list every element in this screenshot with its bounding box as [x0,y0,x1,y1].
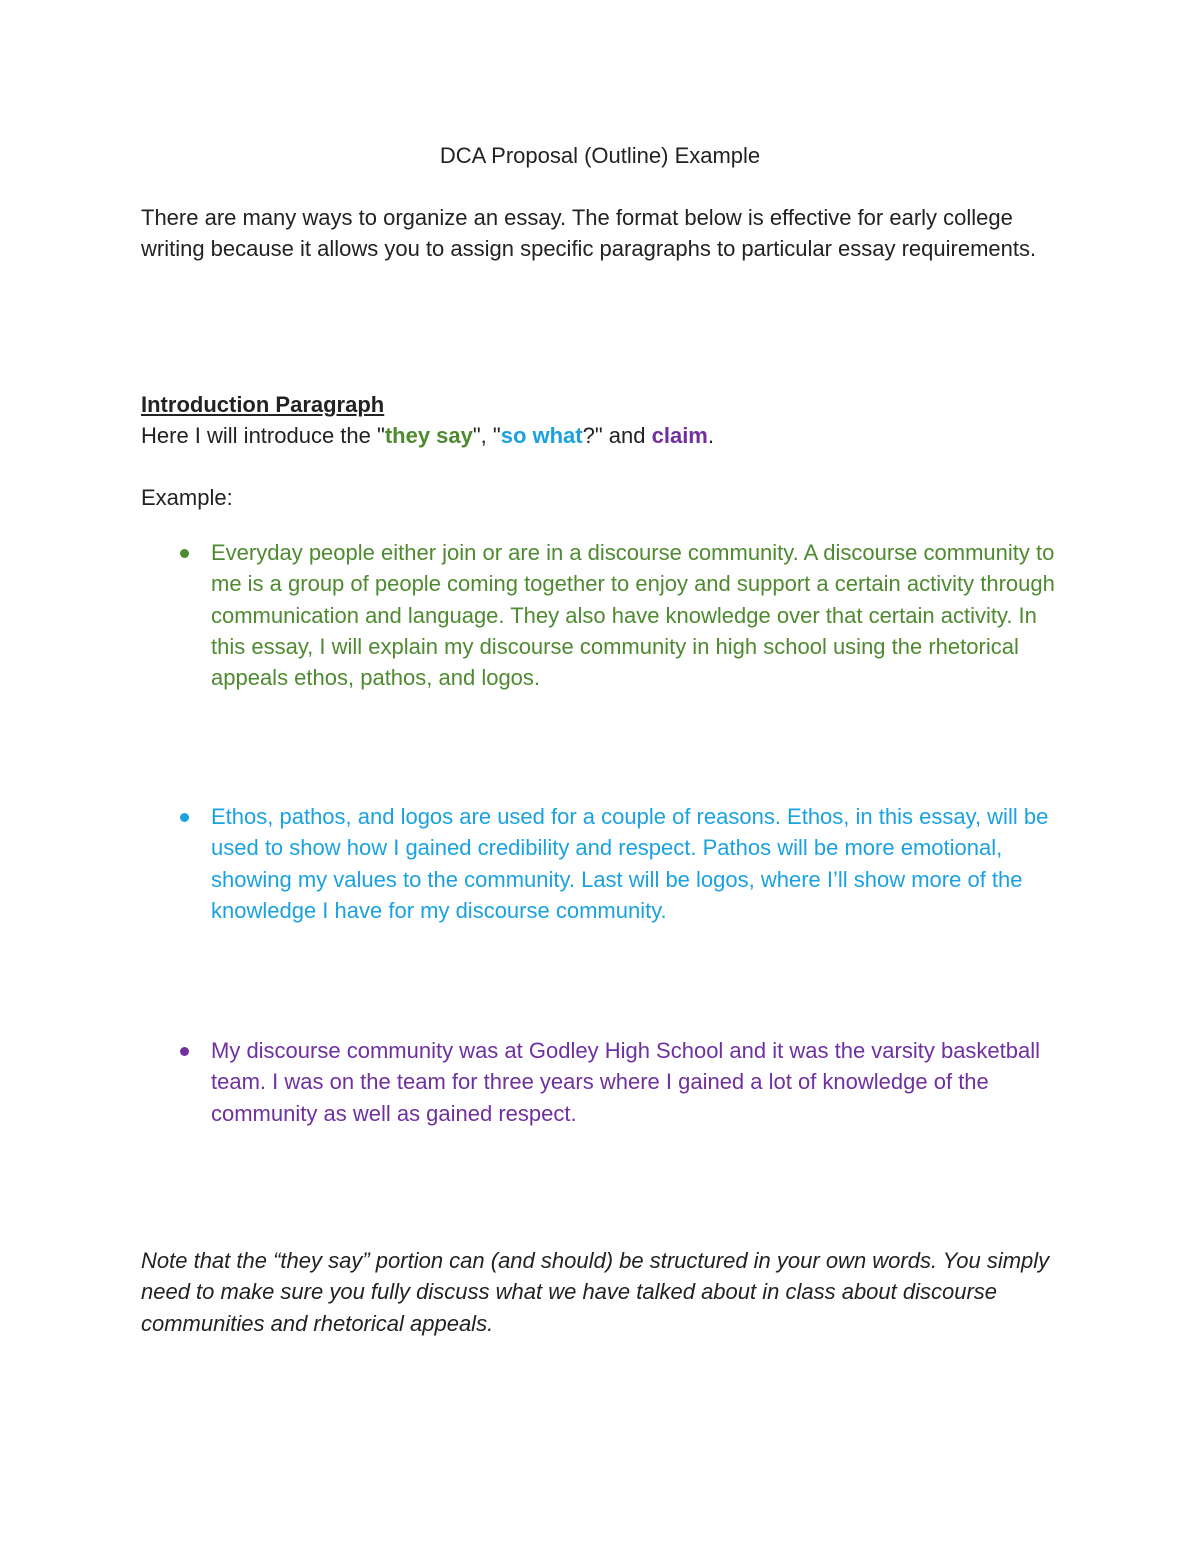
section-sub-prefix: Here I will introduce the " [141,423,385,448]
document-title: DCA Proposal (Outline) Example [439,143,761,168]
so-what-term: so what [500,423,583,448]
note-paragraph: Note that the “they say” portion can (and should) be structured in your own words. You simply need to make sure you fully discuss what we have talked about in class about discourse communities and rhetorical appeals. [141,1248,1050,1336]
bullet-they-say [180,537,1060,693]
claim-term: claim [651,423,708,448]
bullet-dot-icon [180,1047,189,1056]
they-say-term: they say [384,423,473,448]
section-description [141,420,1061,451]
bullet-so-what [180,801,1060,926]
bullet-text: Everyday people either join or are in a discourse community. A discourse community to me is a group of people coming together to enjoy and support a certain activity through communication and language. They also have knowledge over that certain activity. In this essay, I will explain my discourse community in high school using the rhetorical appeals ethos, pathos, and logos. [211,540,1055,691]
section-sub-mid1: ", " [472,423,501,448]
bullet-text: My discourse community was at Godley High School and it was the varsity basketball team. I was on the team for three years where I gained a lot of knowledge of the community as well as gained respect. [211,1038,1041,1126]
intro-paragraph: There are many ways to organize an essay. The format below is effective for early college writing because it allows you to assign specific paragraphs to particular essay requirements. [141,205,1037,262]
section-sub-mid2: ?" and [582,423,652,448]
bullet-dot-icon [180,549,189,558]
example-label: Example: [141,485,233,510]
section-heading: Introduction Paragraph [141,392,385,417]
bullet-text: Ethos, pathos, and logos are used for a couple of reasons. Ethos, in this essay, will be used to show how I gained credibility and respect. Pathos will be more emotional, showing my values to the community. Last will be logos, where I’ll show more of the knowledge I have for my discourse community. [211,804,1049,923]
bullet-dot-icon [180,813,189,822]
bullet-claim [180,1035,1060,1129]
section-sub-suffix: . [707,423,714,448]
